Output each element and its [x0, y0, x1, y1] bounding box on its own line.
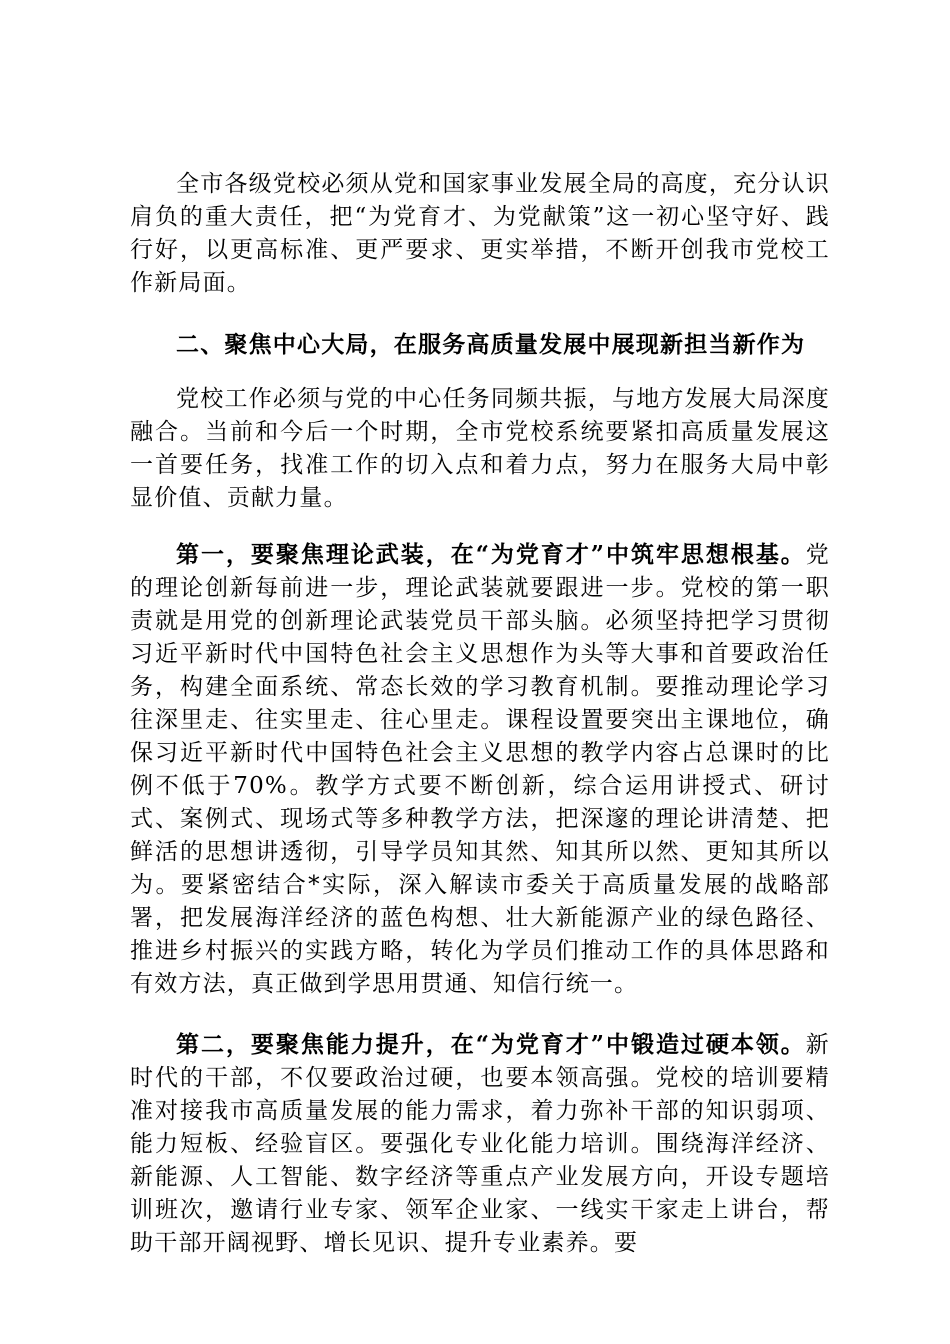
spacer	[130, 515, 830, 538]
spacer	[130, 300, 830, 328]
paragraph-4-lead: 第二，要聚焦能力提升，在“为党育才”中锻造过硬本领。	[176, 1031, 806, 1058]
paragraph-1: 全市各级党校必须从党和国家事业发展全局的高度，充分认识肩负的重大责任，把“为党育才、为党献策”这一初心坚守好、践行好，以更高标准、更严要求、更实举措，不断开创我市党校工作新局面。	[130, 171, 830, 296]
paragraph-3-lead: 第一，要聚焦理论武装，在“为党育才”中筑牢思想根基。	[176, 541, 806, 568]
section-heading-2: 二、聚焦中心大局，在服务高质量发展中展现新担当新作为	[176, 331, 806, 358]
spacer	[130, 1001, 830, 1028]
spacer	[130, 361, 830, 383]
paragraph-4	[130, 1028, 830, 1260]
paragraph-4-body: 新时代的干部，不仅要政治过硬，也要本领高强。党校的培训要精准对接我市高质量发展的能力需求，着力弥补干部的知识弱项、能力短板、经验盲区。要强化专业化能力培训。围绕海洋经济、新能源、人工智能、数字经济等重点产业发展方向，开设专题培训班次，邀请行业专家、领军企业家、一线实干家走上讲台，帮助干部开阔视野、增长见识、提升专业素养。要	[130, 1032, 830, 1256]
paragraph-2: 党校工作必须与党的中心任务同频共振，与地方发展大局深度融合。当前和今后一个时期，全市党校系统要紧扣高质量发展这一首要任务，找准工作的切入点和着力点，努力在服务大局中彰显价值、贡献力量。	[130, 386, 830, 511]
document-page	[130, 168, 830, 1260]
paragraph-3	[130, 538, 830, 1001]
paragraph-3-body: 党的理论创新每前进一步，理论武装就要跟进一步。党校的第一职责就是用党的创新理论武装党员干部头脑。必须坚持把学习贯彻习近平新时代中国特色社会主义思想作为头等大事和首要政治任务，构建全面系统、常态长效的学习教育机制。要推动理论学习往深里走、往实里走、往心里走。课程设置要突出主课地位，确保习近平新时代中国特色社会主义思想的教学内容占总课时的比例不低于70%。教学方式要不断创新，综合运用讲授式、研讨式、案例式、现场式等多种教学方法，把深邃的理论讲清楚、把鲜活的思想讲透彻，引导学员知其然、知其所以然、更知其所以为。要紧密结合*实际，深入解读市委关于高质量发展的战略部署，把发展海洋经济的蓝色构想、壮大新能源产业的绿色路径、推进乡村振兴的实践方略，转化为学员们推动工作的具体思路和有效方法，真正做到学思用贯通、知信行统一。	[130, 542, 830, 997]
